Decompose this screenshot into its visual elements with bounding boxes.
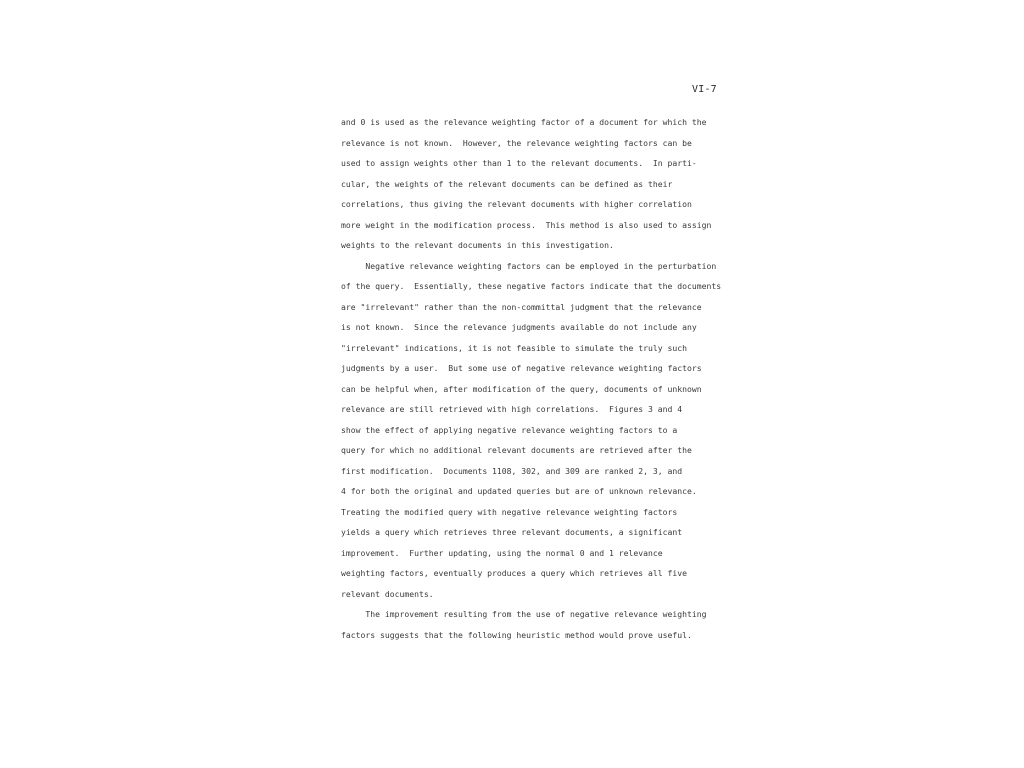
text-line: more weight in the modification process. This method is also used to assign [341, 219, 712, 230]
text-line: query for which no additional relevant documents are retrieved after the [341, 445, 692, 455]
text-line: cular, the weights of the relevant documents can be defined as their [341, 178, 673, 189]
text-line: relevant documents. [341, 588, 434, 599]
page-number: VI-7 [692, 84, 717, 95]
text-line: "irrelevant" indications, it is not feasible to simulate the truly such [341, 342, 687, 353]
text-line: Negative relevance weighting factors can be employed in the perturbation [341, 260, 717, 271]
body-text [341, 112, 721, 645]
text-line: can be helpful when, after modification of the query, documents of unknown [341, 383, 702, 394]
text-line: 4 for both the original and updated queries but are of unknown relevance. [341, 486, 697, 496]
text-line: yields a query which retrieves three relevant documents, a significant [341, 527, 683, 537]
text-line: judgments by a user. But some use of negative relevance weighting factors [341, 363, 702, 373]
text-line: show the effect of applying negative relevance weighting factors to a [341, 424, 678, 435]
text-line: of the query. Essentially, these negative factors indicate that the documents [341, 281, 722, 291]
text-line: relevance are still retrieved with high correlations. Figures 3 and 4 [341, 404, 683, 414]
text-line: relevance is not known. However, the relevance weighting factors can be [341, 137, 692, 148]
text-line: are "irrelevant" rather than the non-committal judgment that the relevance [341, 301, 702, 312]
text-line: The improvement resulting from the use of negative relevance weighting [341, 609, 707, 619]
text-line: and 0 is used as the relevance weighting factor of a document for which the [341, 117, 707, 127]
text-line: correlations, thus giving the relevant documents with higher correlation [341, 199, 692, 209]
text-line: Treating the modified query with negative relevance weighting factors [341, 506, 678, 517]
text-line: used to assign weights other than 1 to the relevant documents. In parti- [341, 158, 697, 168]
text-line: factors suggests that the following heuristic method would prove useful. [341, 629, 692, 640]
text-line: improvement. Further updating, using the normal 0 and 1 relevance [341, 547, 663, 558]
text-line: first modification. Documents 1108, 302, and 309 are ranked 2, 3, and [341, 465, 683, 476]
text-line: weights to the relevant documents in this investigation. [341, 240, 614, 250]
text-line: weighting factors, eventually produces a query which retrieves all five [341, 568, 687, 578]
text-line: is not known. Since the relevance judgments available do not include any [341, 322, 697, 332]
